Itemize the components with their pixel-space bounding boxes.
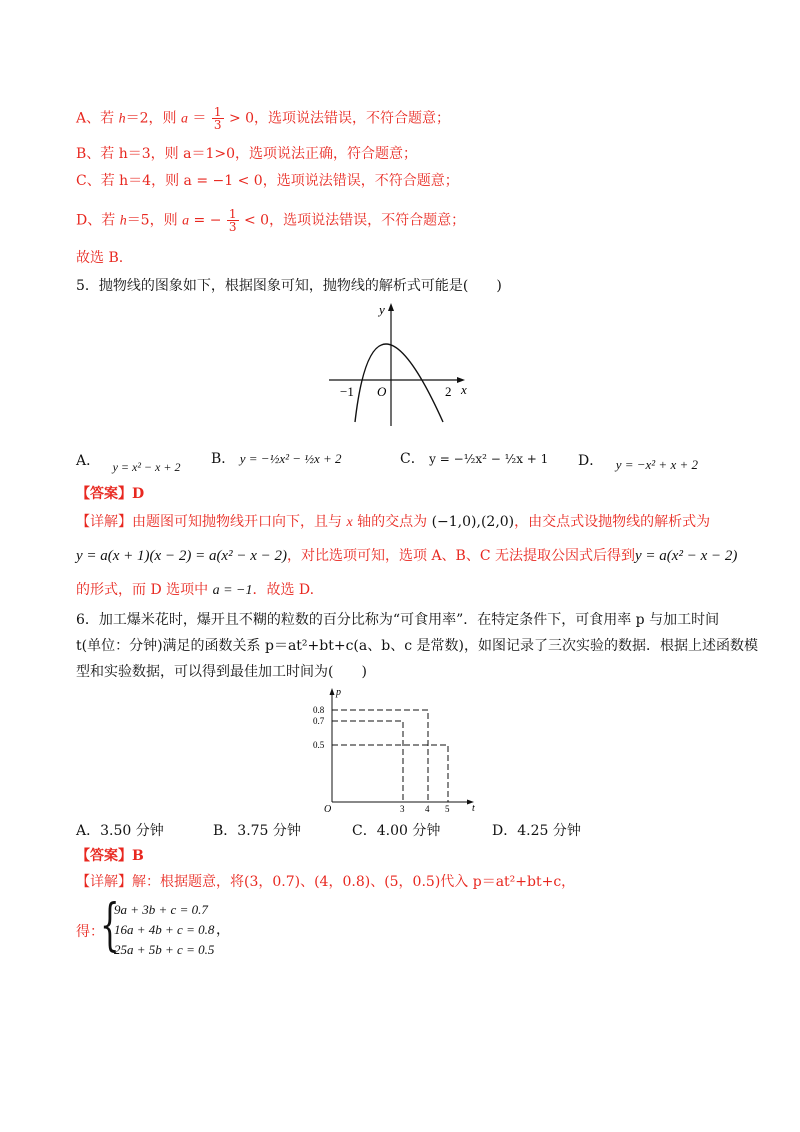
dashed-guide-point-4 [332,710,428,802]
numerator: 1 [228,207,237,221]
option-expr: y = x² − x + 2 [112,460,181,474]
text: = − [193,212,222,229]
q5-option-c [400,448,548,468]
dashed-guide-point-3 [332,721,403,802]
text: 轴的交点为 [357,514,428,530]
option-text: 4.25 分钟 [517,823,581,839]
parabola-curve [355,344,443,422]
option-label: C． [400,451,425,467]
equation: 9a + 3b + c = 0.7 [114,902,208,917]
equation: 16a + 4b + c = 0.8 [114,922,215,937]
var-x: x [346,515,353,530]
q5-answer: 【答案】D [76,486,145,502]
right-root-label: 2 [445,384,452,399]
p-tick-label: 0.5 [313,740,325,750]
text: 的形式，而 D 选项中 [76,582,209,598]
analysis-option-b: B、若 h＝3，则 a＝1>0，选项说法正确，符合题意； [76,146,418,162]
option-text: 3.75 分钟 [237,823,301,839]
option-expr: y = −x² + x + 2 [615,457,698,472]
analysis-option-a [76,106,450,131]
x-axis-label: x [461,382,467,397]
option-label: C． [352,823,377,839]
text: ＝ [192,110,207,127]
q6-data-graph [310,684,485,814]
a-value: a = −1 [212,583,253,598]
conclusion: 故选 B. [76,250,124,266]
var-h: h [119,213,127,229]
intersection-points: (−1,0),(2,0) [431,514,515,530]
option-expr: y = −½x² − ½x + 2 [239,451,342,466]
option-expr: y = −½x² − ½x + 1 [429,452,549,466]
origin-label: O [324,804,332,814]
target-form: y = a(x² − x − 2) [635,548,738,564]
q5-option-b [211,448,342,468]
option-label: A． [76,823,101,839]
text: > 0 [228,110,255,127]
p-axis-label: p [336,687,341,698]
equation: 25a + 5b + c = 0.5 [114,942,215,957]
option-text: 3.50 分钟 [100,823,164,839]
text: ，选项说法错误，不符合题意； [254,110,451,127]
q6-stem-line-3: 型和实验数据，可以得到最佳加工时间为( ) [76,664,367,680]
text: ，由交点式设抛物线的解析式为 [514,514,711,530]
t-tick-label: 5 [445,804,450,814]
p-tick-label: 0.8 [313,705,325,715]
origin-label: O [377,384,387,399]
q5-detail-line-3 [76,580,314,601]
y-axis-label: y [379,302,385,317]
y-axis-arrow [388,303,394,311]
text: 【详解】由题图可知抛物线开口向下，且与 [76,514,342,530]
p-axis-arrow [330,688,335,695]
denominator: 3 [228,220,237,234]
text: ，选项说法错误，不符合题意； [269,212,466,229]
q6-option-a [76,820,164,840]
var-a: a [182,213,190,229]
fraction [212,106,224,131]
factored-equation: y = a(x + 1)(x − 2) = a(x² − x − 2) [76,548,287,564]
t-tick-label: 4 [425,804,430,814]
left-root-label: −1 [340,384,354,399]
q5-stem: 5．抛物线的图象如下，根据图象可知，抛物线的解析式可能是( ) [76,278,502,294]
q6-stem-line-2: t(单位：分钟)满足的函数关系 p＝at²+bt+c(a、b、c 是常数)，如图记录了三次实验的数据．根据上述函数模 [76,638,758,654]
q6-option-c [352,820,440,840]
text: ＝2，则 [125,110,177,127]
text: < 0 [243,212,270,229]
system-suffix: ， [216,922,230,938]
q6-option-b [213,820,301,840]
option-label: A． [76,453,101,469]
numerator: 1 [213,105,222,119]
var-h: h [118,111,126,127]
text: ＝5，则 [126,212,178,229]
q5-detail-line-2 [76,546,737,566]
fraction [227,208,239,233]
dashed-guide-point-5 [332,745,448,802]
option-text: 4.00 分钟 [376,823,441,839]
text: D、若 [76,212,116,229]
system-prefix: 得： [76,924,104,940]
text: ，对比选项可知，选项 A、B、C 无法提取公因式后得到 [287,548,636,564]
system-brace: { [100,893,120,958]
option-label: B． [213,823,238,839]
q5-option-a [76,450,181,474]
q6-stem-line-1: 6．加工爆米花时，爆开且不糊的粒数的百分比称为“可食用率”．在特定条件下，可食用率 p 与加工时间 [76,612,720,628]
analysis-option-d [76,208,465,233]
denominator: 3 [213,118,222,132]
q6-detail: 【详解】解：根据题意，将(3，0.7)、(4，0.8)、(5，0.5)代入 p＝at²+bt+c， [76,874,576,890]
p-tick-label: 0.7 [313,716,325,726]
equation-system [114,900,214,960]
q5-parabola-graph [325,300,475,430]
analysis-option-c: C、若 h＝4，则 a = −1 < 0，选项说法错误，不符合题意； [76,173,459,189]
text: ．故选 D. [252,582,315,598]
text: A、若 [76,110,115,127]
q5-detail-line-1 [76,512,710,533]
t-tick-label: 3 [400,804,405,814]
option-label: D． [492,823,518,839]
option-label: B． [211,451,236,467]
q6-answer: 【答案】B [76,848,144,864]
q6-option-d [492,820,581,840]
t-axis-label: t [472,803,475,814]
q5-option-d [578,450,698,470]
var-a: a [180,111,188,127]
option-label: D． [578,453,604,469]
